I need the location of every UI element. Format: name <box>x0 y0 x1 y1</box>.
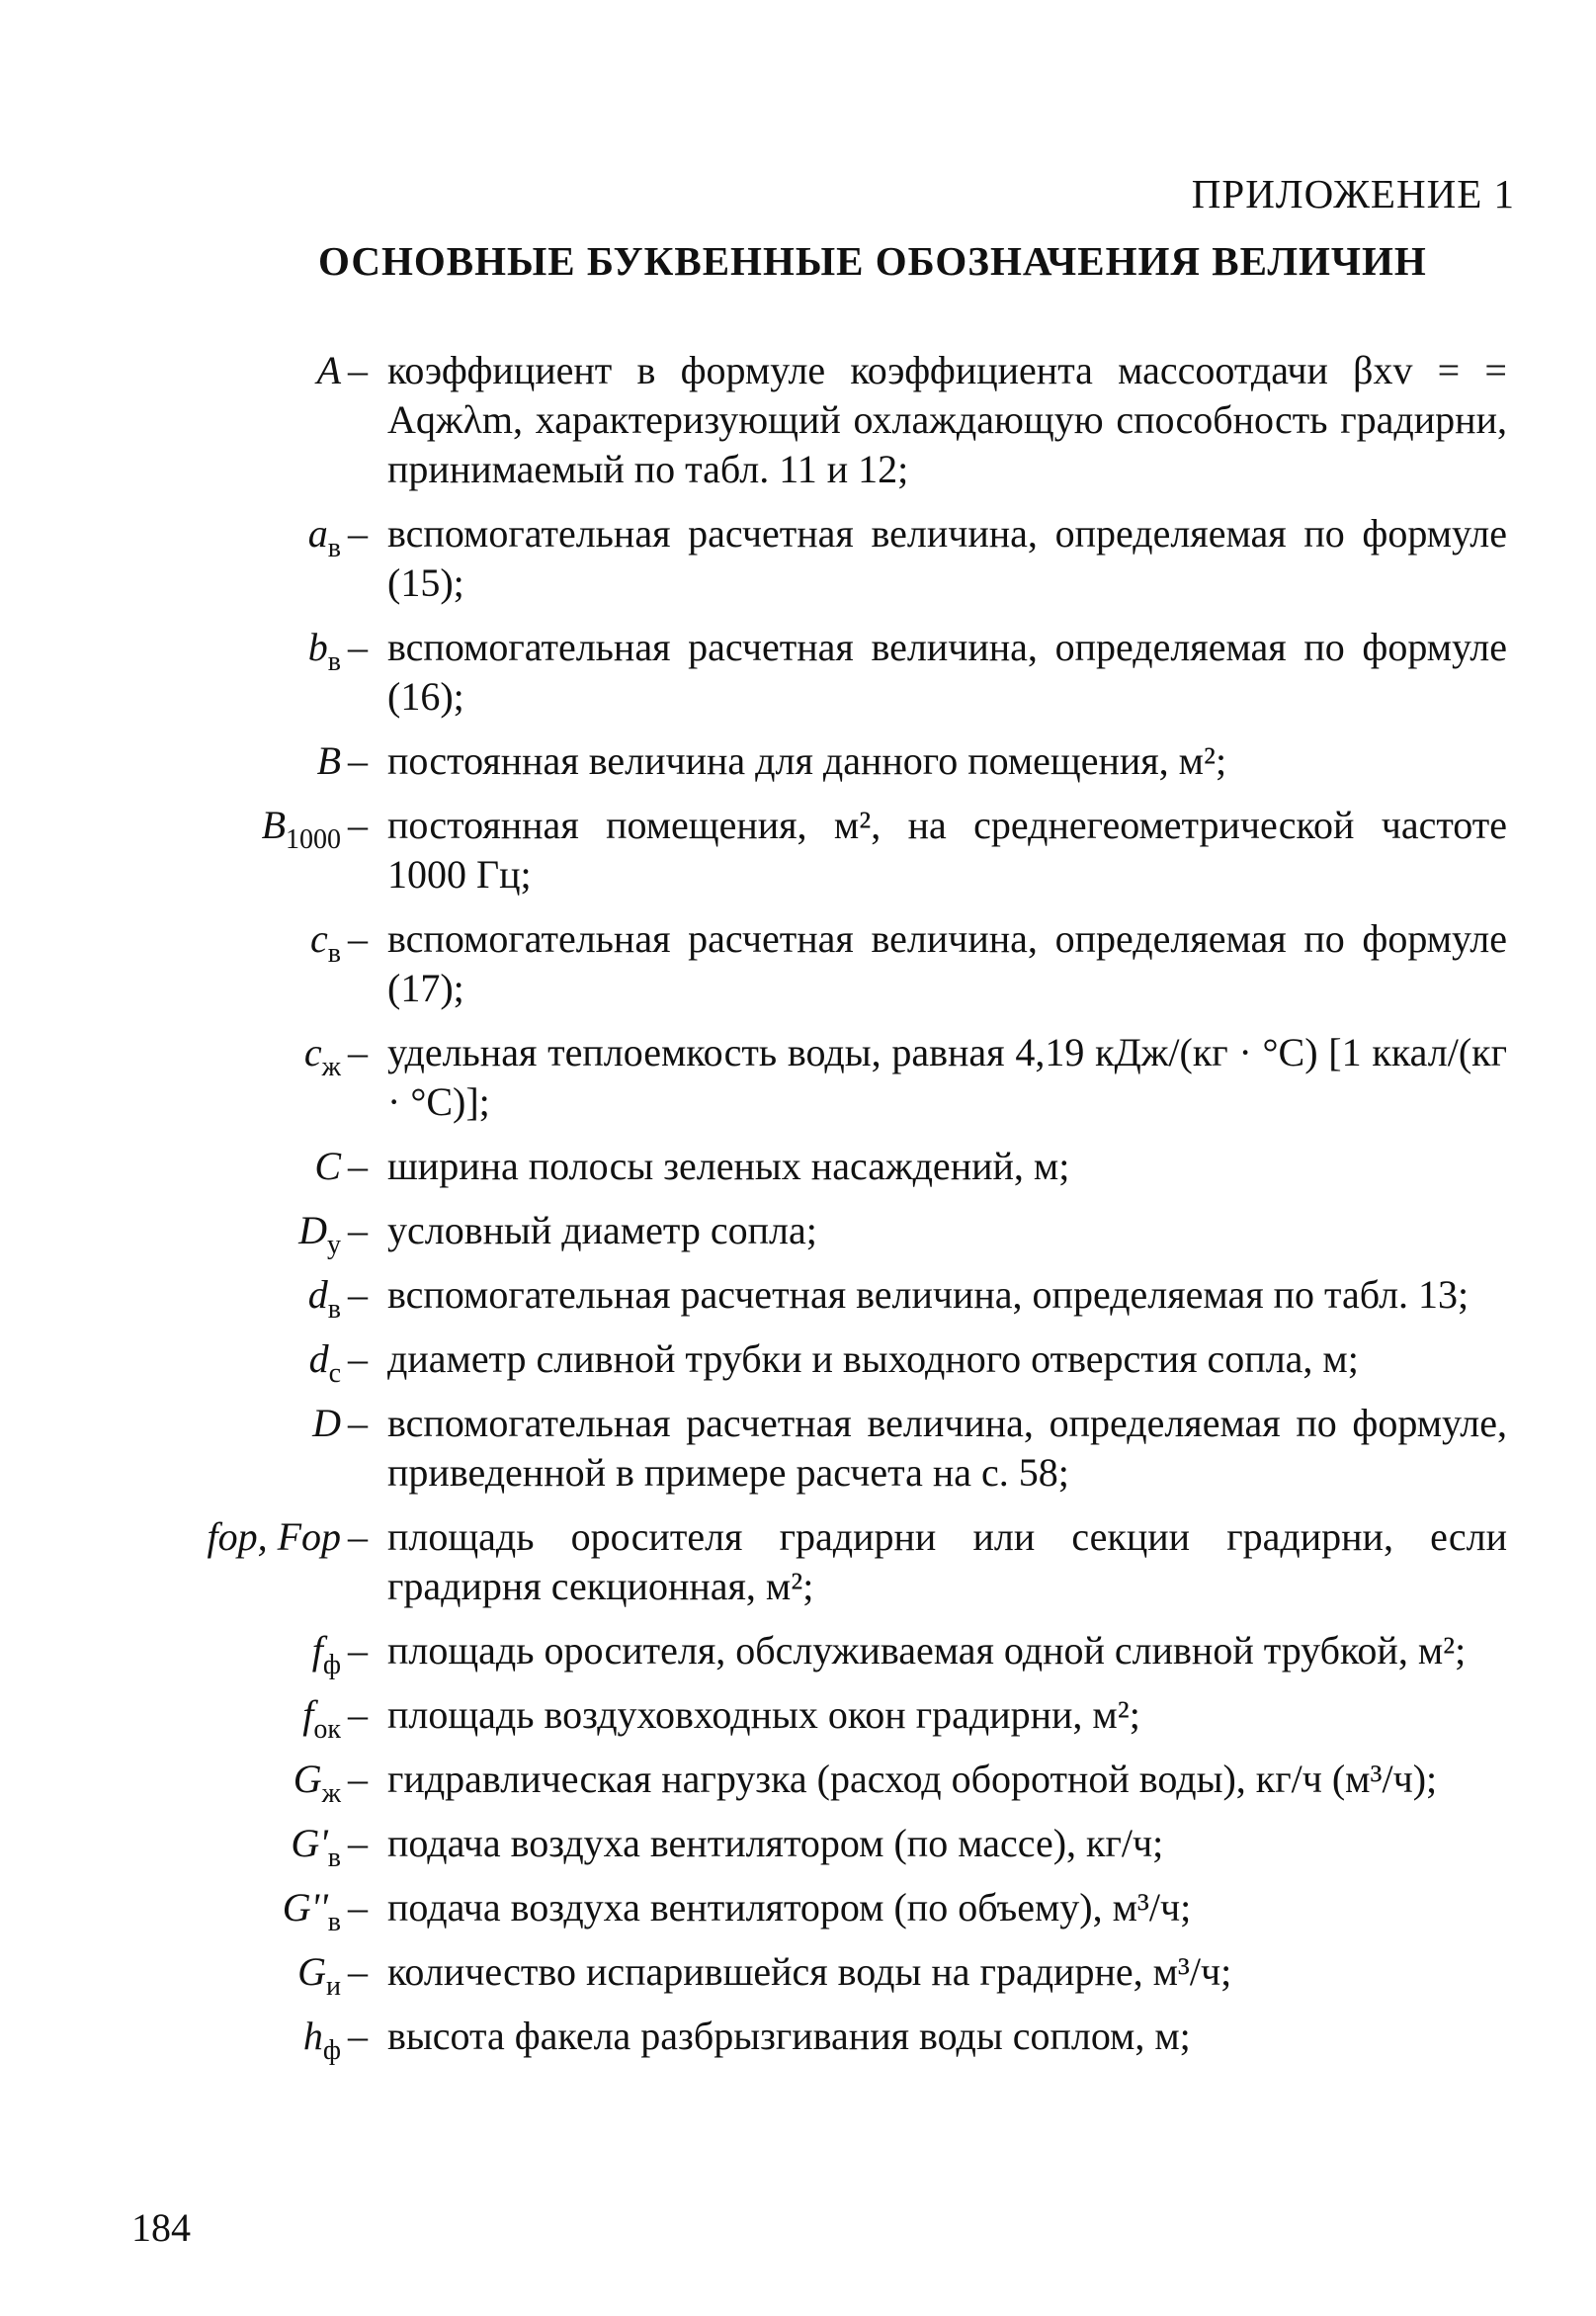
glossary-entry <box>0 623 1596 722</box>
entry-definition: подача воздуха вентилятором (по объему), м³/ч; <box>387 1885 1192 1930</box>
entry-symbol: B <box>316 738 341 783</box>
glossary-entry <box>0 1512 1596 1611</box>
entry-definition: удельная теплоемкость воды, равная 4,19 кДж/(кг · °С) [1 ккал/(кг · °С)]; <box>387 1030 1507 1124</box>
entry-definition: высота факела разбрызгивания воды соплом, м; <box>387 2014 1191 2058</box>
entry-dash: – <box>348 738 368 783</box>
glossary-entry <box>0 736 1596 786</box>
entry-dash: – <box>348 1030 368 1074</box>
glossary-entry <box>0 2012 1596 2066</box>
entry-symbol: D <box>312 1401 341 1445</box>
entry-symbol: $f_ф$ <box>311 1628 341 1680</box>
entry-dash: – <box>348 2014 368 2058</box>
entry-definition: постоянная помещения, м², на среднегеометрической частоте 1000 Гц; <box>387 803 1507 897</box>
entry-dash: – <box>348 1885 368 1930</box>
glossary-entry <box>0 801 1596 900</box>
entry-dash: – <box>348 1692 368 1737</box>
entry-dash: – <box>348 1821 368 1865</box>
entry-dash: – <box>348 1208 368 1252</box>
entry-definition: постоянная величина для данного помещения, м²; <box>387 738 1227 783</box>
entry-dash: – <box>348 1336 368 1381</box>
entry-definition: вспомогательная расчетная величина, определяемая по формуле (16); <box>387 625 1507 719</box>
glossary-entry <box>0 1142 1596 1191</box>
entry-symbol: C <box>314 1144 341 1188</box>
entry-dash: – <box>348 1757 368 1801</box>
glossary-entry <box>0 346 1596 494</box>
entry-dash: – <box>348 625 368 669</box>
entry-dash: – <box>348 1628 368 1673</box>
entry-definition: вспомогательная расчетная величина, определяемая по формуле (17); <box>387 916 1507 1010</box>
glossary-entry <box>0 1883 1596 1937</box>
entry-symbol: $B_{1000}$ <box>261 803 341 855</box>
entry-dash: – <box>348 348 368 392</box>
entry-dash: – <box>348 511 368 556</box>
glossary-entry <box>0 1947 1596 2002</box>
entry-dash: – <box>348 1949 368 1994</box>
entry-symbol: $d_с$ <box>308 1336 341 1389</box>
glossary-list <box>0 346 1596 2076</box>
entry-definition: площадь воздуховходных окон градирни, м²; <box>387 1692 1140 1737</box>
glossary-entry <box>0 1626 1596 1680</box>
entry-definition: площадь оросителя градирни или секции градирни, если градирня секционная, м²; <box>387 1514 1507 1608</box>
entry-symbol: fор, Fор <box>207 1514 341 1559</box>
entry-dash: – <box>348 1514 368 1559</box>
glossary-entry <box>0 1399 1596 1498</box>
entry-definition: вспомогательная расчетная величина, определяемая по формуле, приведенной в примере расчета на с. 58; <box>387 1401 1507 1495</box>
entry-definition: вспомогательная расчетная величина, определяемая по формуле (15); <box>387 511 1507 605</box>
entry-symbol: $h_ф$ <box>302 2014 341 2066</box>
entry-symbol: $G'_в$ <box>291 1821 341 1873</box>
glossary-entry <box>0 1270 1596 1325</box>
entry-dash: – <box>348 1401 368 1445</box>
entry-dash: – <box>348 803 368 847</box>
entry-definition: гидравлическая нагрузка (расход оборотной воды), кг/ч (м³/ч); <box>387 1757 1438 1801</box>
entry-symbol: $d_в$ <box>307 1272 341 1325</box>
entry-dash: – <box>348 1272 368 1317</box>
glossary-entry <box>0 1690 1596 1745</box>
glossary-entry <box>0 1028 1596 1127</box>
entry-symbol: $c_ж$ <box>303 1030 341 1082</box>
page-title: ОСНОВНЫЕ БУКВЕННЫЕ ОБОЗНАЧЕНИЯ ВЕЛИЧИН <box>318 238 1427 284</box>
entry-symbol: $D_у$ <box>298 1208 341 1260</box>
entry-symbol: $b_в$ <box>307 625 341 677</box>
glossary-entry <box>0 509 1596 608</box>
entry-dash: – <box>348 916 368 961</box>
entry-definition: условный диаметр сопла; <box>387 1208 817 1252</box>
entry-definition: ширина полосы зеленых насаждений, м; <box>387 1144 1070 1188</box>
glossary-entry <box>0 1206 1596 1260</box>
entry-definition: коэффициент в формуле коэффициента массоотдачи βxv = = Aqжλm, характеризующий охлаждающую способность градирни, принимаемый по табл. 11 и 12; <box>387 348 1507 491</box>
entry-symbol: A <box>316 348 341 392</box>
entry-symbol: $a_в$ <box>307 511 341 563</box>
entry-definition: количество испарившейся воды на градирне, м³/ч; <box>387 1949 1232 1994</box>
page-number: 184 <box>131 2205 191 2250</box>
entry-symbol: $G''_в$ <box>282 1885 341 1937</box>
entry-symbol: $G_ж$ <box>293 1757 341 1809</box>
appendix-label: ПРИЛОЖЕНИЕ 1 <box>1191 171 1515 216</box>
glossary-entry <box>0 1755 1596 1809</box>
entry-symbol: $c_в$ <box>310 916 341 969</box>
entry-definition: подача воздуха вентилятором (по массе), кг/ч; <box>387 1821 1164 1865</box>
entry-definition: диаметр сливной трубки и выходного отверстия сопла, м; <box>387 1336 1359 1381</box>
glossary-entry <box>0 1334 1596 1389</box>
entry-dash: – <box>348 1144 368 1188</box>
entry-symbol: $G_и$ <box>297 1949 341 2002</box>
glossary-entry <box>0 914 1596 1013</box>
entry-definition: площадь оросителя, обслуживаемая одной сливной трубкой, м²; <box>387 1628 1467 1673</box>
entry-definition: вспомогательная расчетная величина, определяемая по табл. 13; <box>387 1272 1470 1317</box>
entry-symbol: $f_{ок}$ <box>302 1692 341 1745</box>
glossary-entry <box>0 1819 1596 1873</box>
